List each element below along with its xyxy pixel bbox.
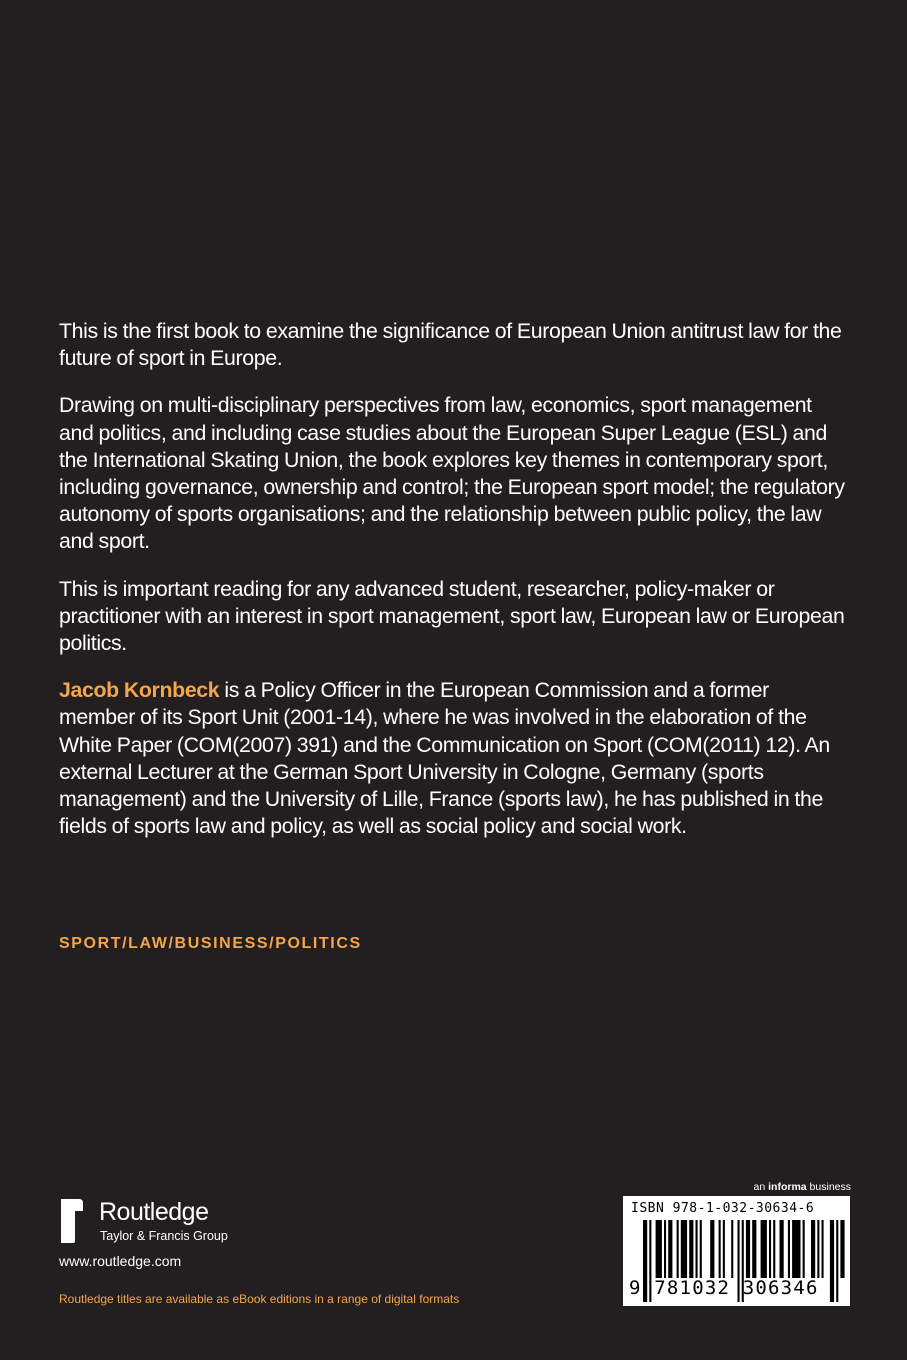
- publisher-group: Taylor & Francis Group: [100, 1229, 228, 1243]
- routledge-logo-icon: [45, 1152, 85, 1245]
- barcode-bar: [731, 1220, 733, 1278]
- informa-tagline: [754, 1181, 851, 1193]
- author-bio: [59, 677, 849, 840]
- publisher-imprint: [45, 1152, 279, 1247]
- isbn-label: ISBN 978-1-032-30634-6: [631, 1201, 815, 1216]
- publisher-logo-text: ROUTLEDGE: [45, 1152, 54, 1201]
- ebook-availability-note: Routledge titles are available as eBook editions in a range of digital formats: [59, 1292, 460, 1306]
- blurb-paragraph-1: This is the first book to examine the significance of European Union antitrust law for the future of sport in Europe.: [59, 319, 842, 371]
- subject-category: SPORT/LAW/BUSINESS/POLITICS: [59, 935, 362, 952]
- isbn-barcode: [623, 1196, 850, 1306]
- barcode-bar: [752, 1220, 756, 1278]
- barcode-bar: [723, 1220, 725, 1278]
- barcode-bar: [668, 1220, 672, 1278]
- barcode-bar: [681, 1220, 687, 1278]
- informa-brand: informa: [768, 1181, 807, 1193]
- barcode-bar: [700, 1220, 702, 1278]
- barcode-bar: [792, 1220, 800, 1278]
- barcode-bar: [664, 1220, 666, 1278]
- informa-suffix: business: [806, 1181, 851, 1193]
- publisher-name: Routledge: [99, 1198, 209, 1226]
- author-name: Jacob Kornbeck: [59, 678, 220, 703]
- blurb-paragraph-3: This is important reading for any advanced student, researcher, policy-maker or practitioner with an interest in sport management, sport law, European law or European politics.: [59, 576, 845, 656]
- blurb-paragraph-2: Drawing on multi-disciplinary perspectives from law, economics, sport management and politics, and including case studies about the European Super League (ESL) and the International Skating Union, the book explores key themes in contemporary sport, including governance, ownership and control; the European sport model; the regulatory autonomy of sports organisations; and the relationship between public policy, the law and sport.: [59, 393, 845, 554]
- barcode-bar: [719, 1220, 721, 1278]
- barcode-bar: [773, 1220, 775, 1278]
- barcode-bar: [746, 1220, 750, 1278]
- barcode-bar: [830, 1220, 834, 1302]
- barcode-bar: [710, 1220, 714, 1278]
- barcode-bar: [761, 1220, 767, 1278]
- author-bio-text: is a Policy Officer in the European Commission and a former member of its Sport Unit (2001-14), where he was involved in the elaboration of the White Paper (COM(2007) 391) and the Communication on Sport (COM(2011) 12). An external Lecturer at the German Sport University in Cologne, Germany (sports management) and the University of Lille, France (sports law), he has published in the fields of sports law and policy, as well as social policy and social work.: [59, 678, 830, 839]
- barcode-bar: [817, 1220, 819, 1278]
- back-cover-blurb: [59, 318, 849, 860]
- barcode-digits: 9 781032 306346: [629, 1277, 819, 1299]
- barcode-bar: [836, 1220, 838, 1302]
- informa-prefix: an: [753, 1181, 769, 1193]
- barcode-bar: [811, 1220, 815, 1278]
- barcode-bar: [840, 1220, 844, 1278]
- barcode-bar: [822, 1220, 824, 1278]
- barcode-bar: [656, 1220, 662, 1278]
- barcode-bar: [780, 1220, 784, 1278]
- barcode-bar: [803, 1220, 805, 1278]
- barcode-bar: [769, 1220, 771, 1278]
- barcode-bar: [677, 1220, 679, 1278]
- barcode-bar: [689, 1220, 693, 1278]
- barcode-bar: [788, 1220, 790, 1278]
- publisher-url[interactable]: www.routledge.com: [59, 1253, 182, 1269]
- barcode-bar: [696, 1220, 698, 1278]
